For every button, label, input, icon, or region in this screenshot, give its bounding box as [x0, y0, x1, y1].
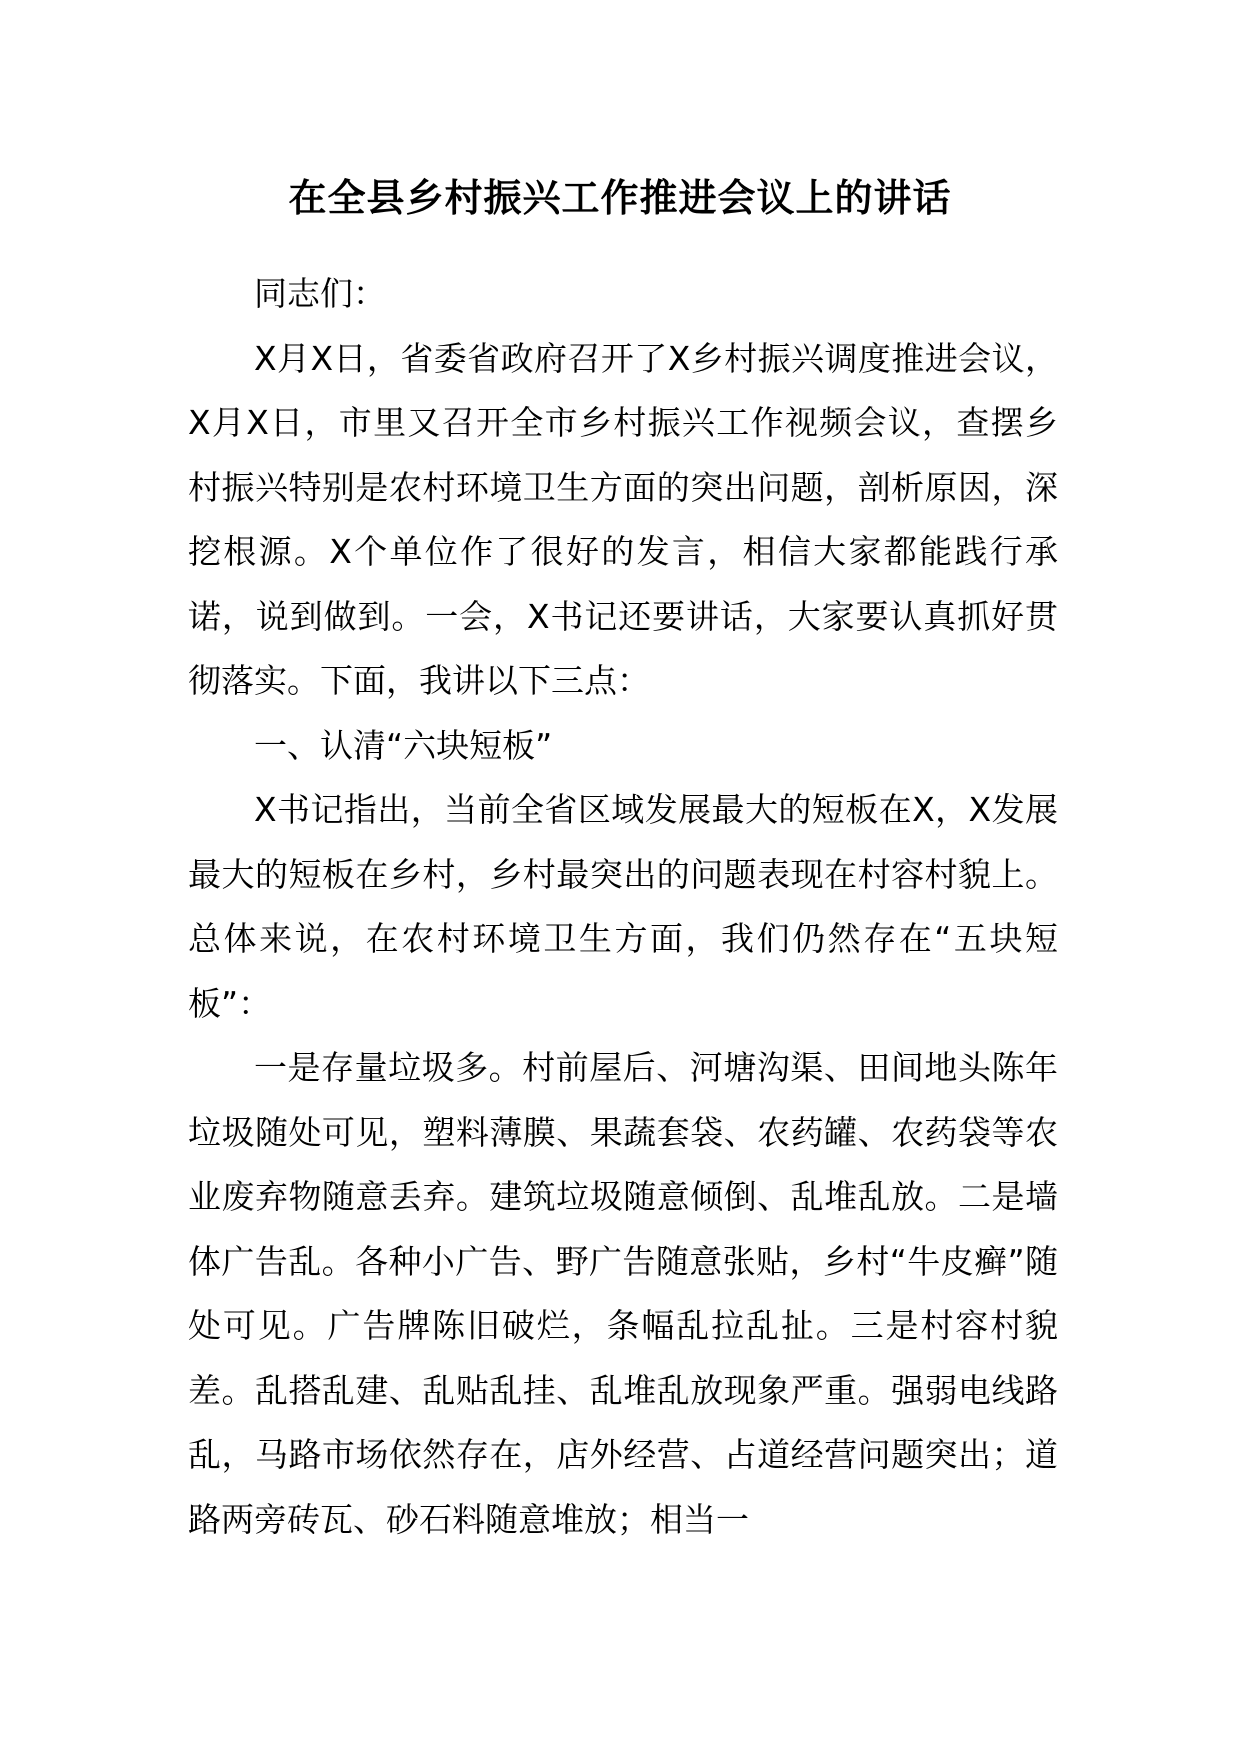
section-heading: 一、认清“六块短板” [254, 725, 553, 765]
salutation: 同志们： [254, 274, 386, 313]
paragraph: X月X日，省委省政府召开了X乡村振兴调度推进会议，X月X日，市里又召开全市乡村振兴工作视频会议，查摆乡村振兴特别是农村环境卫生方面的突出问题，剖析原因，深挖根源。X个单位作了很好的发言，相信大家都能践行承诺，说到做到。一会，X书记还要讲话，大家要认真抓好贯彻落实。下面，我讲以下三点： [188, 338, 1058, 700]
paragraph: 一是存量垃圾多。村前屋后、河塘沟渠、田间地头陈年垃圾随处可见，塑料薄膜、果蔬套袋、农药罐、农药袋等农业废弃物随意丢弃。建筑垃圾随意倾倒、乱堆乱放。二是墙体广告乱。各种小广告、野广告随意张贴，乡村“牛皮癣”随处可见。广告牌陈旧破烂，条幅乱拉乱扯。三是村容村貌差。乱搭乱建、乱贴乱挂、乱堆乱放现象严重。强弱电线路乱，马路市场依然存在，店外经营、占道经营问题突出；道路两旁砖瓦、砂石料随意堆放；相当一 [188, 1048, 1058, 1539]
document-title: 在全县乡村振兴工作推进会议上的讲话 [288, 175, 952, 220]
document-body [188, 262, 1058, 1552]
paragraph: X书记指出，当前全省区域发展最大的短板在X，X发展最大的短板在乡村，乡村最突出的问题表现在村容村貌上。总体来说，在农村环境卫生方面，我们仍然存在“五块短板”： [188, 790, 1058, 1023]
